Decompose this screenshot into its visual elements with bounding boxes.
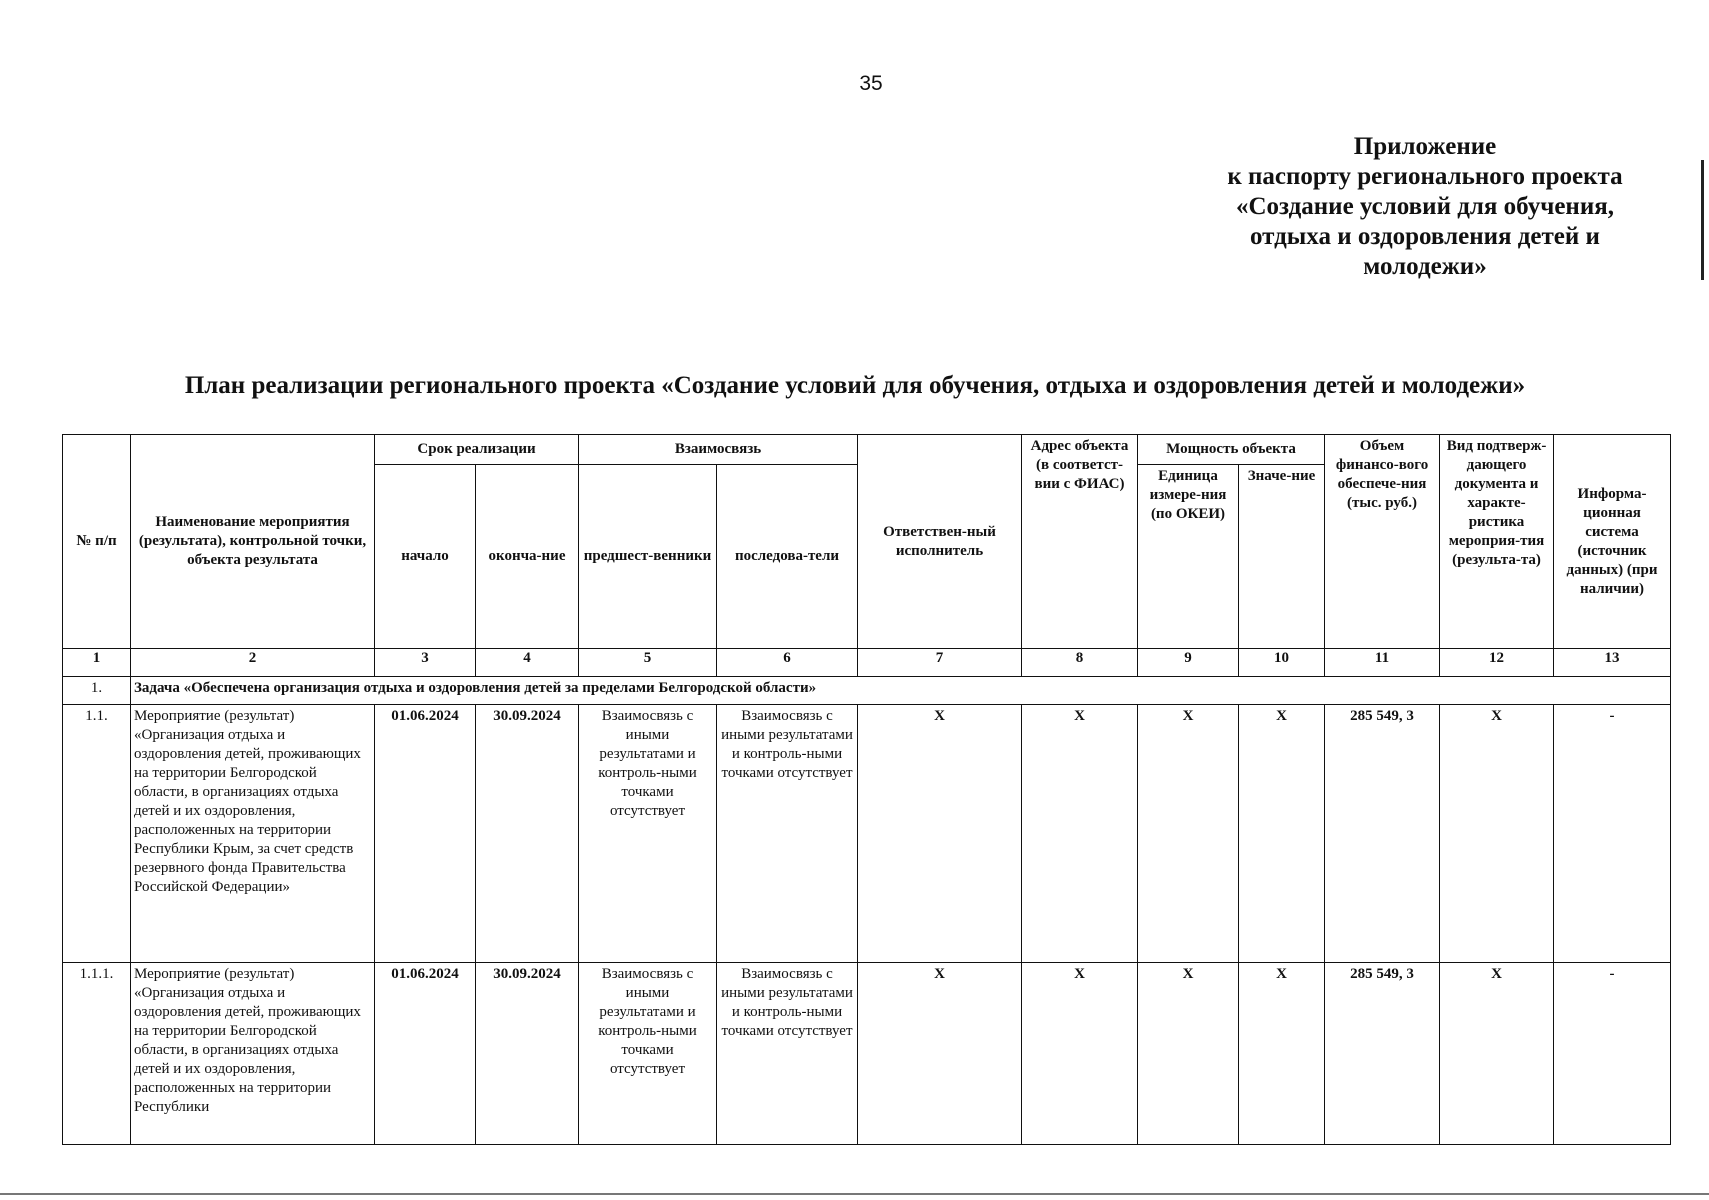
header-document: Вид подтверж-дающего документа и характе-ристика мероприя-тия (результа-та) (1440, 435, 1554, 649)
row-value: X (1239, 963, 1325, 1145)
column-number: 10 (1239, 649, 1325, 677)
appendix-line: молодежи» (1363, 253, 1487, 280)
scan-bottom-line (0, 1193, 1709, 1195)
appendix-block (1195, 132, 1655, 282)
header-address: Адрес объекта (в соответст-вии с ФИАС) (1022, 435, 1138, 649)
row-name: Мероприятие (результат) «Организация отдыха и оздоровления детей, проживающих на территории Белгородской области, в организациях отдыха детей и их оздоровления, расположенных на территории Республики (131, 963, 375, 1145)
header-start: начало (375, 465, 476, 649)
table-row (63, 705, 1671, 963)
row-end-date: 30.09.2024 (476, 705, 579, 963)
row-address: X (1022, 963, 1138, 1145)
column-number: 13 (1554, 649, 1671, 677)
row-number: 1.1. (63, 705, 131, 963)
row-name: Мероприятие (результат) «Организация отдыха и оздоровления детей, проживающих на территории Белгородской области, в организациях отдыха детей и их оздоровления, расположенных на территории Республики Крым, за счет средств резервного фонда Правительства Российской Федерации» (131, 705, 375, 963)
plan-table-container (62, 434, 1671, 1145)
row-finance: 285 549, 3 (1325, 963, 1440, 1145)
task-number: 1. (63, 677, 131, 705)
column-number: 1 (63, 649, 131, 677)
row-end-date: 30.09.2024 (476, 963, 579, 1145)
row-responsible: X (858, 963, 1022, 1145)
row-document: X (1440, 705, 1554, 963)
row-successors: Взаимосвязь с иными результатами и контроль-ными точками отсутствует (717, 705, 858, 963)
header-num: № п/п (63, 435, 131, 649)
header-unit: Единица измере-ния (по ОКЕИ) (1138, 465, 1239, 649)
row-predecessors: Взаимосвязь с иными результатами и контроль-ными точками отсутствует (579, 705, 717, 963)
row-responsible: X (858, 705, 1022, 963)
header-value: Значе-ние (1239, 465, 1325, 649)
row-start-date: 01.06.2024 (375, 705, 476, 963)
row-finance: 285 549, 3 (1325, 705, 1440, 963)
column-number: 3 (375, 649, 476, 677)
column-number-row (63, 649, 1671, 677)
plan-table (62, 434, 1671, 1145)
column-number: 11 (1325, 649, 1440, 677)
header-capacity: Мощность объекта (1138, 435, 1325, 465)
column-number: 4 (476, 649, 579, 677)
row-document: X (1440, 963, 1554, 1145)
header-name: Наименование мероприятия (результата), контрольной точки, объекта результата (131, 435, 375, 649)
row-value: X (1239, 705, 1325, 963)
column-number: 5 (579, 649, 717, 677)
header-period: Срок реализации (375, 435, 579, 465)
row-info-system: - (1554, 705, 1671, 963)
column-number: 9 (1138, 649, 1239, 677)
row-number: 1.1.1. (63, 963, 131, 1145)
row-unit: X (1138, 963, 1239, 1145)
header-link: Взаимосвязь (579, 435, 858, 465)
column-number: 2 (131, 649, 375, 677)
task-text: Задача «Обеспечена организация отдыха и оздоровления детей за пределами Белгородской области» (131, 677, 1671, 705)
appendix-line: Приложение (1353, 133, 1497, 160)
table-row (63, 963, 1671, 1145)
row-info-system: - (1554, 963, 1671, 1145)
appendix-line: к паспорту регионального проекта (1227, 163, 1623, 190)
header-end: оконча-ние (476, 465, 579, 649)
column-number: 12 (1440, 649, 1554, 677)
appendix-line: отдыха и оздоровления детей и (1250, 223, 1600, 250)
column-number: 6 (717, 649, 858, 677)
header-info-system: Информа-ционная система (источник данных) (при наличии) (1554, 435, 1671, 649)
task-row (63, 677, 1671, 705)
header-finance: Объем финансо-вого обеспече-ния (тыс. руб.) (1325, 435, 1440, 649)
scan-edge-mark (1701, 160, 1704, 280)
page-number: 35 (859, 72, 883, 95)
row-unit: X (1138, 705, 1239, 963)
header-successors: последова-тели (717, 465, 858, 649)
row-start-date: 01.06.2024 (375, 963, 476, 1145)
appendix-line: «Создание условий для обучения, (1235, 193, 1614, 220)
document-title: План реализации регионального проекта «Создание условий для обучения, отдыха и оздоровления детей и молодежи» (184, 372, 1526, 399)
header-responsible: Ответствен-ный исполнитель (858, 435, 1022, 649)
column-number: 7 (858, 649, 1022, 677)
row-successors: Взаимосвязь с иными результатами и контроль-ными точками отсутствует (717, 963, 858, 1145)
header-predecessors: предшест-венники (579, 465, 717, 649)
row-address: X (1022, 705, 1138, 963)
row-predecessors: Взаимосвязь с иными результатами и контроль-ными точками отсутствует (579, 963, 717, 1145)
column-number: 8 (1022, 649, 1138, 677)
